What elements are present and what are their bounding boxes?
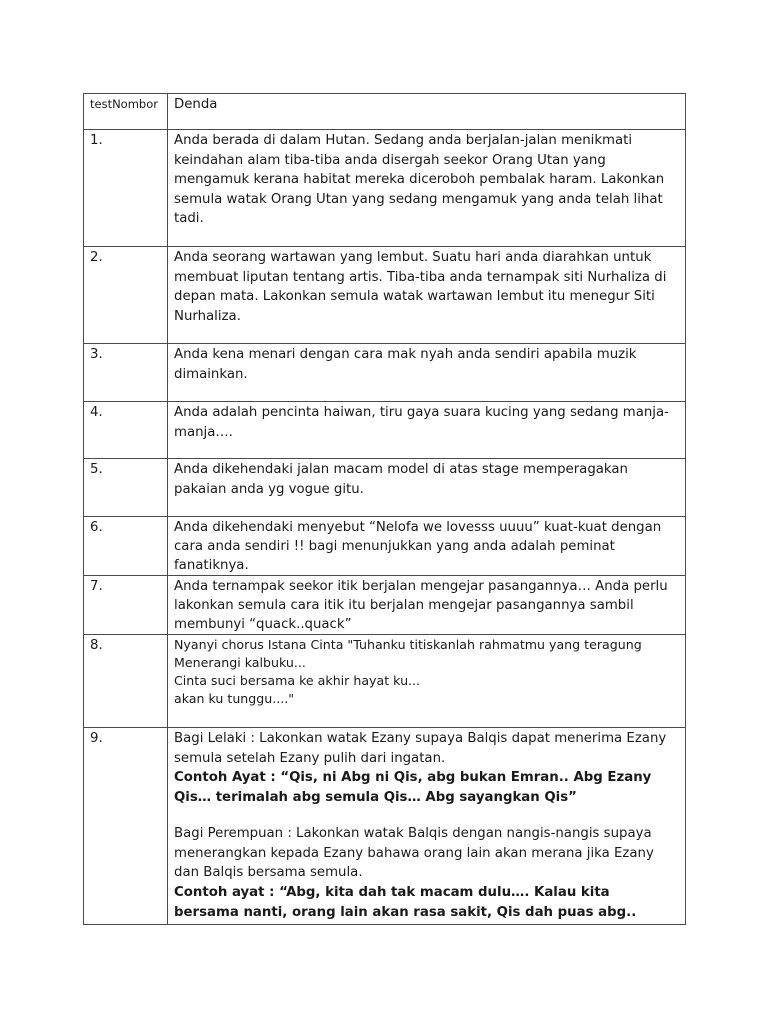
table-row [84, 517, 686, 576]
paragraph-gap [174, 808, 679, 824]
row-text: Anda seorang wartawan yang lembut. Suatu hari anda diarahkan untuk membuat liputan tentang artis. Tiba-tiba anda ternampak siti Nurhaliza di depan mata. Lakonkan semula watak wartawan lembut itu menegur Siti Nurhaliza. [168, 247, 686, 344]
header-denda-label: Denda [174, 97, 218, 112]
perempuan-instruction: Bagi Perempuan : Lakonkan watak Balqis dengan nangis-nangis supaya menerangkan kepada Ezany bahawa orang lain akan merana jika Ezany dan Balqis bersama semula. [174, 826, 654, 880]
row-text: Anda ternampak seekor itik berjalan mengejar pasangannya… Anda perlu lakonkan semula cara itik itu berjalan mengejar pasangannya sambil membunyi “quack..quack” [168, 576, 686, 635]
row-number: 3. [84, 344, 168, 402]
table-row [84, 459, 686, 517]
table-row [84, 130, 686, 247]
row-number: 9. [84, 728, 168, 925]
row-text: Anda kena menari dengan cara mak nyah anda sendiri apabila muzik dimainkan. [168, 344, 686, 402]
lelaki-example: Contoh Ayat : “Qis, ni Abg ni Qis, abg bukan Emran.. Abg Ezany Qis… terimalah abg semula Qis… Abg sayangkan Qis” [174, 770, 652, 805]
perempuan-example: Contoh ayat : “Abg, kita dah tak macam dulu…. Kalau kita bersama nanti, orang lain akan rasa sakit, Qis dah puas abg.. [174, 884, 637, 920]
table-row [84, 402, 686, 459]
table-header-row [84, 94, 686, 130]
row-text: Anda berada di dalam Hutan. Sedang anda berjalan-jalan menikmati keindahan alam tiba-tiba anda disergah seekor Orang Utan yang mengamuk kerana habitat mereka diceroboh pembalak haram. Lakonkan semula watak Orang Utan yang sedang mengamuk yang anda telah lihat tadi. [168, 130, 686, 247]
lelaki-instruction: Bagi Lelaki : Lakonkan watak Ezany supaya Balqis dapat menerima Ezany semula setelah Ezany pulih dari ingatan. [174, 731, 667, 766]
row-number: 6. [84, 517, 168, 576]
row-number: 1. [84, 130, 168, 247]
row-number: 4. [84, 402, 168, 459]
row-text: Anda dikehendaki menyebut “Nelofa we lovesss uuuu” kuat-kuat dengan cara anda sendiri !! bagi menunjukkan yang anda adalah peminat fanatiknya. [168, 517, 686, 576]
row-text: Anda dikehendaki jalan macam model di atas stage memperagakan pakaian anda yg vogue gitu. [168, 459, 686, 517]
row-number: 5. [84, 459, 168, 517]
table-row [84, 344, 686, 402]
table-row [84, 728, 686, 925]
header-number-cell [84, 94, 168, 130]
denda-table [83, 93, 686, 925]
table-row [84, 247, 686, 344]
song-line: akan ku tunggu...." [174, 691, 295, 706]
row-text-song [168, 635, 686, 728]
row-number: 8. [84, 635, 168, 728]
song-line: Nyanyi chorus Istana Cinta "Tuhanku titiskanlah rahmatmu yang teragung Menerangi kalbuku... [174, 637, 642, 670]
row-number: 7. [84, 576, 168, 635]
header-number-label: testNombor [90, 97, 158, 111]
header-denda-cell [168, 94, 686, 130]
row-text: Anda adalah pencinta haiwan, tiru gaya suara kucing yang sedang manja-manja…. [168, 402, 686, 459]
row-number: 2. [84, 247, 168, 344]
table-row [84, 576, 686, 635]
song-line: Cinta suci bersama ke akhir hayat ku... [174, 673, 421, 688]
row-text-roleplay [168, 728, 686, 925]
table-row [84, 635, 686, 728]
